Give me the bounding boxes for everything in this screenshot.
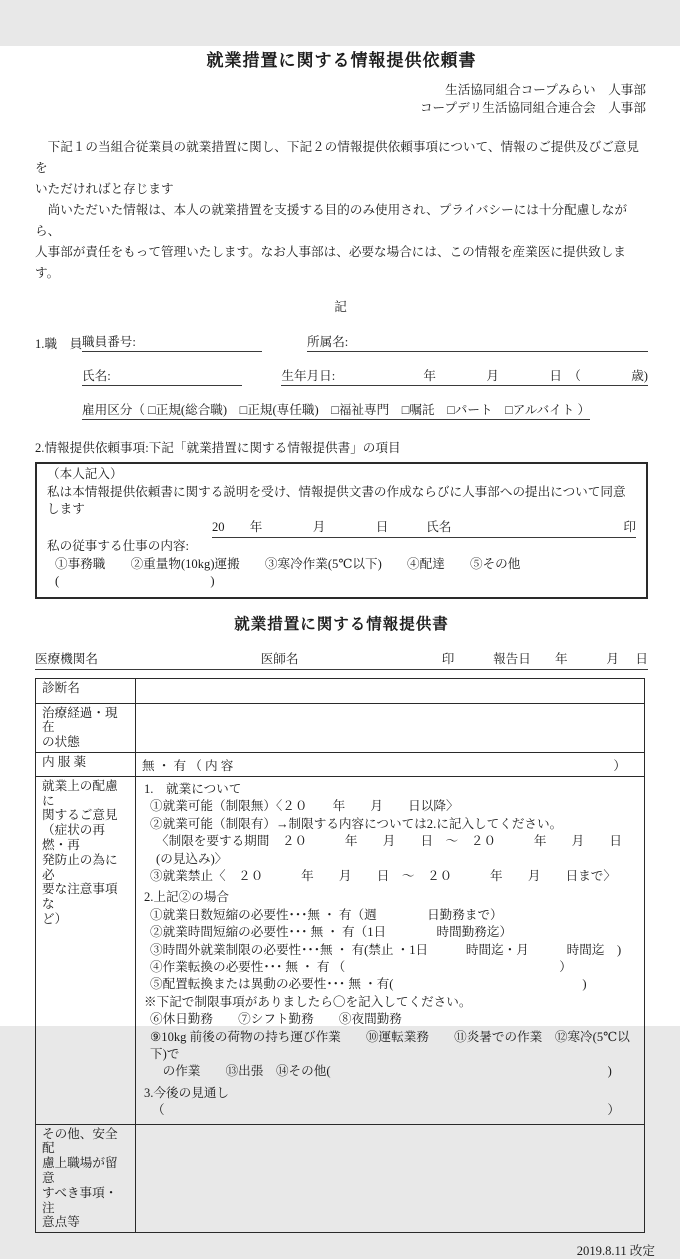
diagnosis-row [36,678,645,703]
request-items-heading: 2.情報提供依頼事項:下記「就業措置に関する情報提供書」の項目 [35,441,401,455]
consent-box [35,462,648,599]
opinion-sec2-title: 2.上記②の場合 [144,890,230,905]
employee-row-1 [35,331,648,352]
report-year-label: 年 [555,651,568,666]
opinion-lines [142,779,638,1122]
other-notes-value-cell [136,1124,645,1233]
employee-section-label: 1.職 員 [35,337,83,351]
progress-value-cell [136,703,645,752]
opinion-line: ②就業時間短縮の必要性･･･ 無 ・ 有（1日 時間勤務迄） [150,925,513,940]
consent-statement: 私は本情報提供依頼書に関する説明を受け、情報提供文書の作成ならびに人事部への提出について同意します [47,484,626,516]
medication-close-paren: ） [613,758,626,773]
opinion-line: ②就業可能（制限有）→制限する内容については2.に記入してください。 [150,816,563,831]
forecast-paren-line [144,1102,634,1119]
opinion-line: ⑨10kg 前後の荷物の持ち運び作業 ⑩運転業務 ⑪炎暑での作業 ⑫寒冷(5℃以下)で [150,1029,630,1061]
intro-line-3: 尚いただいた情報は、本人の就業措置を支援する目的のみ使用され、プライバシーには十分配慮しながら、 [35,203,628,238]
opinion-note-line: ※下記で制限事項がありましたら〇を記入してください。 [144,994,472,1009]
progress-label: 治療経過・現在 の状態 [36,703,136,752]
birthdate-field: 生年月日: 年 月 日 （ 歳) [281,365,648,386]
report-month-label: 月 [606,651,619,666]
work-opinion-label: 就業上の配慮に 関するご意見 （症状の再燃・再 発防止の為に必 要な注意事項な ど） [36,776,136,1124]
progress-row [36,703,645,752]
employee-row-3 [82,399,648,420]
intro-line-4: 人事部が責任をもって管理いたします。なお人事部は、必要な場合には、この情報を産業医に提供致します。 [35,245,626,280]
opinion-line: ③就業禁止〈 ２０ 年 月 日 ～ ２０ 年 月 日まで〉 [150,868,616,883]
consent-header: （本人記入） [47,467,123,481]
opinion-line: の作業 ⑬出張 ⑭その他( ) [150,1064,612,1079]
opinion-sec3-title: 3.今後の見通し [144,1085,230,1100]
consent-date-line [212,519,636,539]
request-form-title: 就業措置に関する情報提供依頼書 [206,51,477,70]
diagnosis-label: 診断名 [36,678,136,703]
work-content-label: 私の従事する仕事の内容: [47,539,190,553]
report-date-label: 報告日 [493,651,531,666]
provision-form-title: 就業措置に関する情報提供書 [234,615,449,633]
work-options: ①事務職 ②重量物(10kg)運搬 ③寒冷作業(5℃以下) ④配達 ⑤その他( ) [55,556,521,588]
medication-value-cell [136,752,645,776]
opinion-line: ①就業日数短縮の必要性･･･無 ・ 有（週 日勤務まで） [150,907,503,922]
open-paren: （ [152,1103,165,1118]
employee-section [35,331,648,420]
intro-paragraphs [35,137,648,284]
diagnosis-value-cell [136,678,645,703]
medication-row [36,752,645,776]
opinion-line: ③時間外就業制限の必要性･･･無 ・ 有(禁止 ・1日 時間迄・月 時間迄 ) [150,942,622,957]
medication-options: 無 ・ 有 （ 内 容 [142,758,234,773]
opinion-line: ⑤配置転換または異動の必要性･･･ 無 ・有( ) [150,977,587,992]
intro-line-1: 下記１の当組合従業員の就業措置に関し、下記２の情報提供依頼事項について、情報のご提供及びご意見を [35,140,639,175]
opinion-line: 〈制限を要する期間 ２０ 年 月 日 ～ ２０ 年 月 日(の見込み)〉 [156,834,622,866]
document-page [0,46,680,1259]
medication-label: 内 服 薬 [36,752,136,776]
opinion-line: ④作業転換の必要性･･･ 無 ・ 有 （ ） [150,959,572,974]
revision-date: 2019.8.11 改定 [576,1244,655,1259]
employee-row-2 [82,365,648,386]
department-field: 所属名: [307,331,648,352]
work-opinion-row [36,776,645,1124]
opinion-sec1-title: 1. 就業について [144,781,242,796]
work-opinion-content [136,776,645,1124]
organization-block [35,81,648,117]
other-notes-row [36,1124,645,1233]
close-paren: ） [607,1103,620,1118]
provision-table [35,678,645,1234]
provision-header-line [35,648,648,670]
opinion-line: ①就業可能（制限無）〈２０ 年 月 日以降〉 [150,799,459,814]
medication-value-line [142,755,638,774]
other-notes-label: その他、安全配 慮上職場が留意 すべき事項・注 意点等 [36,1124,136,1233]
consent-date-fields: 20 年 月 日 氏名 [212,519,452,534]
org-name-line-2: コープデリ生活協同組合連合会 人事部 [419,101,646,115]
doctor-name-label: 医師名 [260,651,299,666]
report-day-label: 日 [635,651,649,666]
ki-marker: 記 [334,300,349,314]
opinion-line: ⑥休日勤務 ⑦シフト勤務 ⑧夜間勤務 [150,1012,402,1027]
doctor-seal-label: 印 [441,651,455,666]
org-name-line-1: 生活協同組合コープみらい 人事部 [445,83,646,97]
employee-number-field: 職員番号: [82,331,262,352]
employment-category-field: 雇用区分（ □正規(総合職) □正規(専任職) □福祉専門 □嘱託 □パート □アルバイト ） [82,399,590,420]
name-field: 氏名: [82,365,242,386]
medical-org-label: 医療機関名 [35,651,98,666]
intro-line-2: いただければと存じます [35,182,174,196]
seal-label: 印 [623,519,636,534]
